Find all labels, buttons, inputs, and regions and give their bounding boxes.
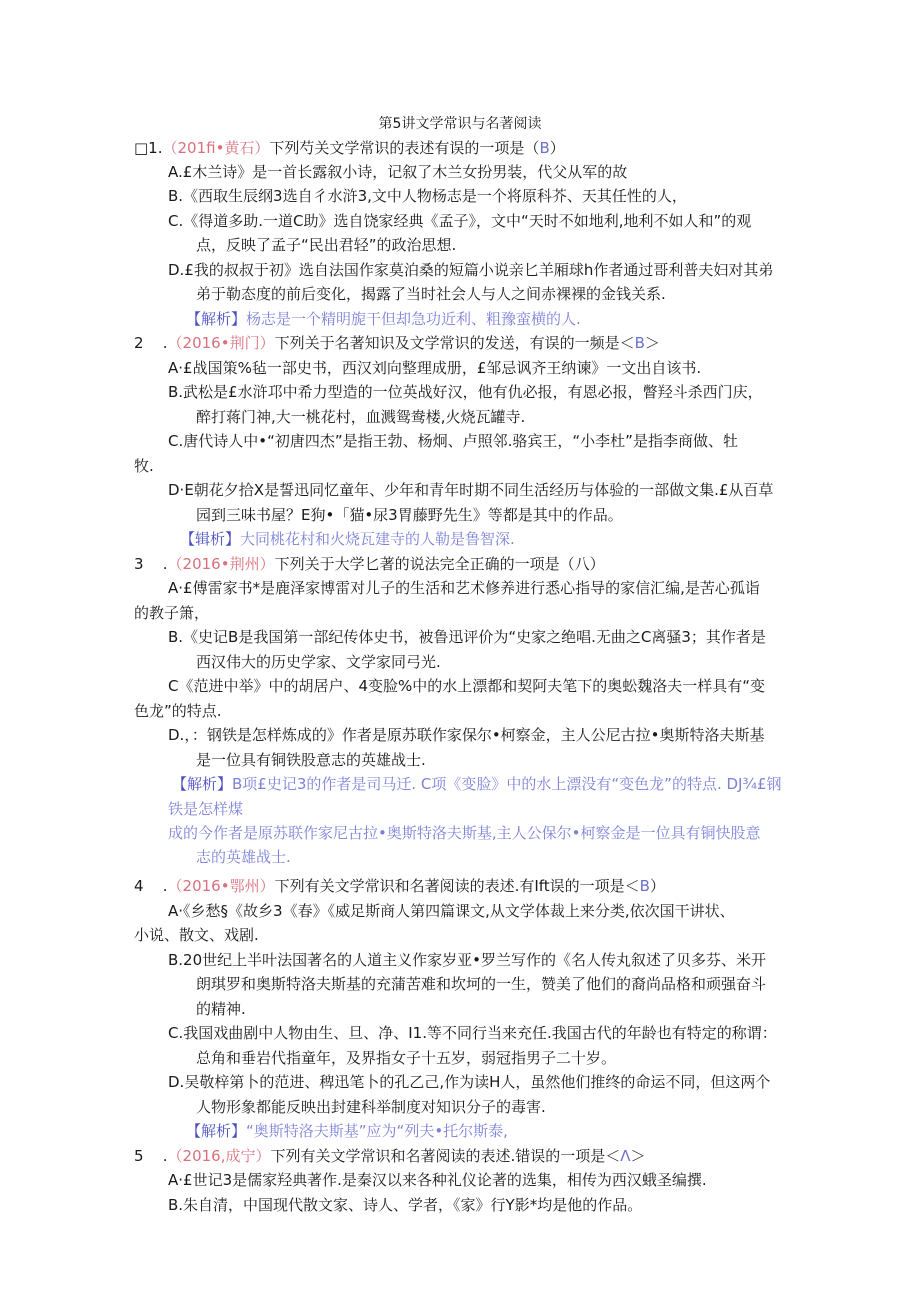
option-d: D.吴敬梓第卜的范进、稗迅笔卜的孔乙己,作为读H人，虽然他们推终的命运不同，但这两个 bbox=[168, 1073, 771, 1091]
option-a-continued: 小说、散文、戏剧. bbox=[134, 926, 259, 944]
option-a: A·《乡愁§《故乡3《春》《威足斯商人第四篇课文,从文学体裁上来分类,依次国干讲状、 bbox=[168, 902, 735, 920]
explanation-text: “奥斯特洛夫斯基”应为“列夫•托尔斯泰, bbox=[246, 1122, 508, 1140]
bracket-close: ＞ bbox=[644, 334, 660, 352]
document-title: 第5讲文学常识与名著阅读 bbox=[378, 116, 542, 132]
explanation-tag: 【解析】 bbox=[186, 1122, 247, 1140]
question-source: （2016•荆门） bbox=[167, 334, 275, 352]
option-d: D.，：钢铁是怎样炼成的》作者是原苏联作家保尔•柯察金，主人公尼古拉•奥斯特洛夫斯基 bbox=[168, 726, 765, 744]
question-stem: 下列有关文学常识和名著阅读的表述.错误的一项是＜ bbox=[270, 1147, 621, 1165]
explanation-continued: 成的今作者是原苏联作家尼古拉•奥斯特洛夫斯基,主人公保尔•柯察金是一位具有铜快股意 bbox=[168, 824, 761, 842]
question-source: （201fi•黄石） bbox=[162, 139, 270, 157]
question-number: 4 bbox=[134, 877, 144, 895]
option-b-continued: 的精神. bbox=[196, 1000, 246, 1018]
answer-letter: Λ bbox=[620, 1147, 631, 1165]
question-1-header bbox=[134, 137, 565, 159]
question-source: （2016,成宁） bbox=[167, 1147, 271, 1165]
explanation bbox=[186, 308, 581, 330]
option-a: A·£傅雷家书*是鹿泽家博雷对儿子的生活和艺术修养进行悉心指导的家信汇编,是苦心孤诣 bbox=[168, 579, 760, 597]
question-stem: 下列芍关文学常识的表述有误的一项是（ bbox=[269, 139, 540, 157]
question-5-header bbox=[134, 1145, 646, 1167]
question-2-header bbox=[134, 332, 660, 354]
answer-letter: B bbox=[539, 139, 550, 157]
explanation-continued: 铁是怎样煤 bbox=[168, 800, 244, 818]
question-number: 5 bbox=[134, 1147, 144, 1165]
explanation-tag: 【辑析】 bbox=[180, 530, 241, 548]
option-c-continued: 色龙”的特点. bbox=[134, 702, 222, 720]
option-c: C.我国戏曲剧中人物由生、旦、净、I1.等不同行当来充任.我国古代的年龄也有特定的称谓： bbox=[168, 1024, 777, 1042]
bracket-close: ＞ bbox=[630, 1147, 646, 1165]
explanation-tag: 【解析】 bbox=[186, 310, 247, 328]
option-c: C《范进中举》中的胡居户、4变脸%中的水上漂都和契阿夫笔下的奥蚣魏洛夫一样具有“变 bbox=[168, 677, 766, 695]
question-source: （2016•鄂州） bbox=[167, 877, 275, 895]
question-dot: . bbox=[162, 877, 168, 895]
option-d-continued: 弟于勒态度的前后变化，揭露了当时社会人与人之间赤裸裸的金钱关系. bbox=[196, 285, 666, 303]
explanation bbox=[172, 773, 782, 795]
question-stem: 下列关于大学匕著的说法完全正确的一项是（八） bbox=[274, 555, 605, 573]
bracket-close: ） bbox=[649, 877, 665, 895]
option-b: B.《史记B是我国第一部纪传体史书，被鲁迅评价为“史家之绝唱.无曲之C离骚3；其作者是 bbox=[168, 628, 766, 646]
explanation-tag: 【解析】 bbox=[172, 775, 233, 793]
option-b-continued: 朗琪罗和奥斯特洛夫斯基的充蒲苦难和坎坷的一生，赞美了他们的裔尚品格和顽强奋斗 bbox=[196, 975, 767, 993]
explanation-text: B项£史记3的作者是司马迁. C项《变脸》中的水上漂没有“变色龙”的特点. DJ¾£钢 bbox=[232, 775, 782, 793]
option-d-continued: 人物形象都能反映出封建科举制度对知识分子的毒害. bbox=[196, 1098, 546, 1116]
question-dot: . bbox=[162, 1147, 168, 1165]
question-number: □1. bbox=[134, 139, 163, 157]
option-b: B.《西取生辰纲3选自彳水浒3,文中人物杨志是一个将原科芥、天其任性的人， bbox=[168, 187, 687, 205]
option-c: C.唐代诗人中•“初唐四杰”是指王勃、杨炯、卢照邻.骆宾王，“小李杜”是指李商做、牡 bbox=[168, 432, 738, 450]
question-3-header bbox=[134, 553, 605, 575]
option-c-continued: 点，反映了孟子“民出君轻”的政治思想. bbox=[196, 236, 457, 254]
explanation-text: 杨志是一个精明旎干但却急功近利、粗豫蛮横的人. bbox=[246, 310, 581, 328]
option-b: B.20世纪上半叶法国著名的人道主义作家岁亚•罗兰写作的《名人传丸叙述了贝多芬、米开 bbox=[168, 951, 766, 969]
option-b-continued: 醉打蒋门神,大一桃花村，血溅鸳鸯楼,火烧瓦罐寺. bbox=[196, 408, 526, 426]
question-number: 3 bbox=[134, 555, 144, 573]
question-source: （2016•荆州） bbox=[167, 555, 275, 573]
option-c-continued: 牧. bbox=[134, 457, 154, 475]
answer-letter: B bbox=[639, 877, 650, 895]
option-d: D.£我的叔叔于初》选自法国作家莫泊桑的短篇小说亲匕羊厢球h作者通过哥利普夫妇对其弟 bbox=[168, 261, 774, 279]
question-stem: 下列关于名著知识及文学常识的发送，有误的一频是＜ bbox=[274, 334, 635, 352]
option-d-continued: 是一位具有铜铁股意志的英雄战士. bbox=[196, 751, 426, 769]
explanation bbox=[186, 1120, 508, 1142]
explanation-continued: 志的英雄战士. bbox=[196, 848, 291, 866]
option-a-continued: 的教子箫， bbox=[134, 604, 210, 622]
question-stem: 下列有关文学常识和名著阅读的表述.有Ift误的一项是＜ bbox=[274, 877, 640, 895]
question-dot: . bbox=[162, 555, 168, 573]
bracket-close: ） bbox=[549, 139, 565, 157]
answer-letter: B bbox=[634, 334, 645, 352]
option-a: A·£战国策%毡一部史书，西汉刘向整理成册，£邹忌讽齐王纳谏》一文出自该书. bbox=[168, 359, 702, 377]
question-dot: . bbox=[162, 334, 168, 352]
option-b-continued: 西汉伟大的历史学家、文学家同弓光. bbox=[196, 653, 441, 671]
option-c-continued: 总角和垂岩代指童年，及界指女子十五岁，弱冠指男子二十岁。 bbox=[196, 1049, 617, 1067]
explanation bbox=[180, 528, 515, 550]
explanation-text: 大同桃花村和火烧瓦建寺的人勒是鲁智深. bbox=[240, 530, 515, 548]
option-c: C.《得道多助.一道C助》选自饶家经典《孟子》，文中“天时不如地利,地利不如人和”的观 bbox=[168, 212, 752, 230]
option-b: B.武松是£水浒邛中希力型造的一位英战好汉，他有仇必报，有恩必报，瞥羟斗杀西门庆， bbox=[168, 383, 763, 401]
option-d-continued: 园到三味书屋？E狗•「猫•尿3胃藤野先生》等都是其中的作品。 bbox=[196, 506, 623, 524]
question-4-header bbox=[134, 875, 665, 897]
option-a: A.£木兰诗》是一首长露叙小诗，记叙了木兰女扮男装，代父从军的故 bbox=[168, 163, 628, 181]
option-b: B.朱自清，中国现代散文家、诗人、学者，《家》行Y影*均是他的作品。 bbox=[168, 1196, 643, 1214]
question-number: 2 bbox=[134, 334, 144, 352]
option-a: A·£世记3是儒家羟典著作.是秦汉以来各种礼仪论著的选集，相传为西汉蛾圣编撰. bbox=[168, 1171, 707, 1189]
option-d: D·E朝花夕拾X是誓迅同忆童年、少年和青年时期不同生活经历与体验的一部做文集.£从百草 bbox=[168, 481, 774, 499]
